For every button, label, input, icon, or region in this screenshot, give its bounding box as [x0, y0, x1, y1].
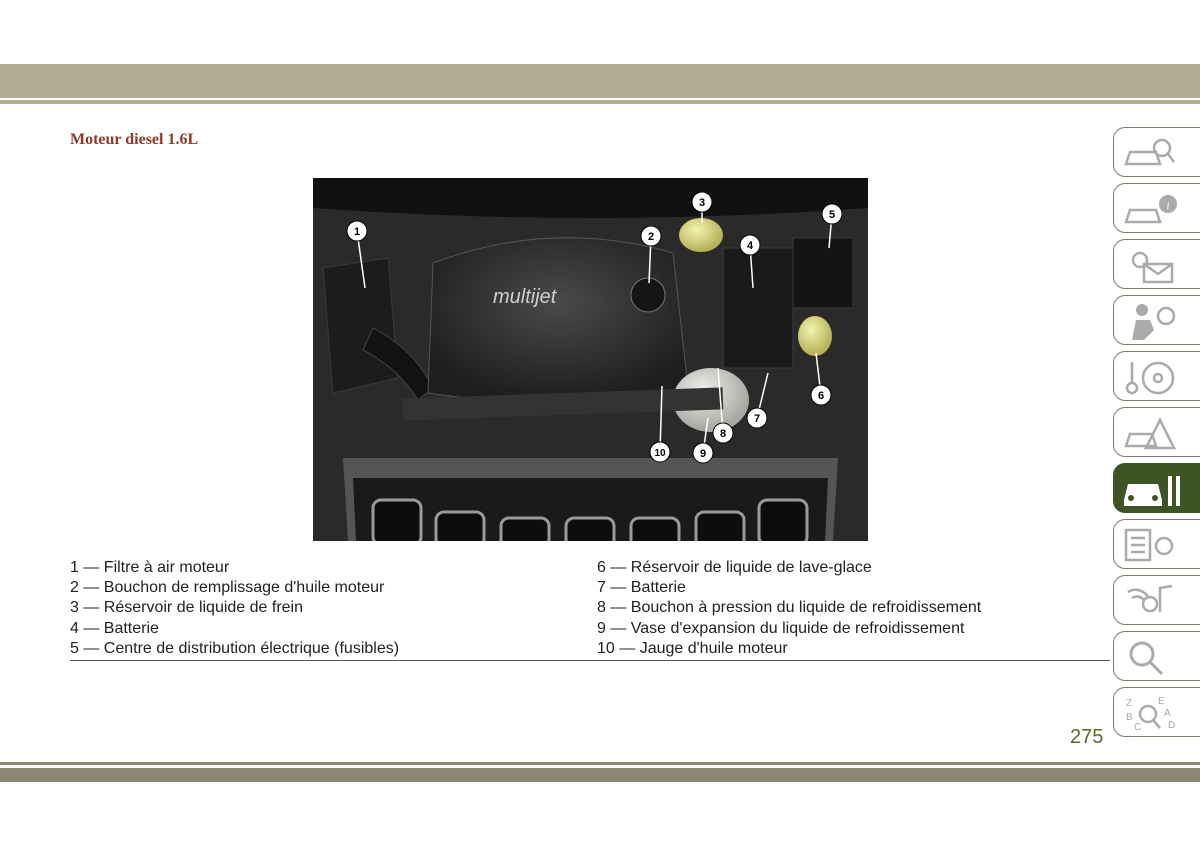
tab-specifications[interactable]: [1113, 519, 1200, 569]
tab-starting-driving[interactable]: [1113, 351, 1200, 401]
legend-item: 7 — Batterie: [597, 579, 686, 597]
header-rule: [0, 100, 1200, 104]
svg-text:E: E: [1158, 696, 1165, 707]
legend-item: 4 — Batterie: [70, 619, 159, 637]
header-band: [0, 64, 1200, 98]
svg-text:B: B: [1126, 712, 1133, 723]
tab-multimedia[interactable]: [1113, 575, 1200, 625]
footer-rule: [0, 762, 1200, 765]
svg-text:2: 2: [647, 231, 655, 243]
tab-maintenance[interactable]: [1113, 463, 1200, 513]
svg-text:10: 10: [654, 448, 666, 459]
legend-item: 3 — Réservoir de liquide de frein: [70, 599, 304, 617]
engine-bay-photo: [313, 178, 868, 541]
svg-text:1: 1: [353, 226, 361, 238]
legend-item: 1 — Filtre à air moteur: [70, 559, 230, 576]
svg-text:8: 8: [719, 428, 727, 440]
legend-item: 6 — Réservoir de liquide de lave-glace: [597, 559, 872, 576]
engine-logo: multijet: [493, 286, 557, 308]
footer-band: [0, 768, 1200, 782]
legend-item: 8 — Bouchon à pression du liquide de refroidissement: [597, 599, 982, 617]
tab-safety[interactable]: [1113, 295, 1200, 345]
tab-search[interactable]: [1113, 631, 1200, 681]
car-info-icon: [1122, 190, 1178, 228]
legend-right: [597, 558, 981, 659]
svg-text:4: 4: [746, 240, 754, 252]
warning-light-message-icon: [1122, 246, 1178, 284]
section-title: Moteur diesel 1.6L: [70, 131, 199, 148]
multimedia-note-icon: [1122, 582, 1178, 620]
svg-text:D: D: [1168, 720, 1176, 731]
tab-emergency[interactable]: [1113, 407, 1200, 457]
svg-text:6: 6: [817, 390, 825, 402]
page-number: 275: [1070, 726, 1104, 748]
svg-text:5: 5: [828, 209, 836, 221]
airbag-person-icon: [1122, 302, 1178, 340]
car-search-icon: [1122, 134, 1178, 172]
legend-item: 10 — Jauge d'huile moteur: [597, 639, 788, 657]
svg-text:7: 7: [753, 413, 761, 425]
specifications-gear-icon: [1122, 526, 1178, 564]
svg-text:3: 3: [698, 197, 706, 209]
tab-car-info[interactable]: [1113, 183, 1200, 233]
legend-item: 2 — Bouchon de remplissage d'huile moteur: [70, 579, 385, 597]
legend-rule: [70, 660, 1110, 661]
tab-warning-lights[interactable]: [1113, 239, 1200, 289]
legend-item: 9 — Vase d'expansion du liquide de refroidissement: [597, 619, 965, 637]
svg-text:C: C: [1134, 722, 1142, 732]
car-wrench-icon: [1122, 470, 1182, 508]
svg-text:9: 9: [699, 448, 707, 460]
car-breakdown-warning-icon: [1122, 414, 1178, 452]
legend-left: [70, 558, 399, 659]
svg-text:i: i: [1166, 198, 1170, 212]
alphabetical-index-icon: [1122, 694, 1178, 732]
svg-text:Z: Z: [1126, 698, 1133, 709]
key-steering-wheel-icon: [1122, 358, 1178, 396]
legend-item: 5 — Centre de distribution électrique (fusibles): [70, 639, 400, 657]
tab-index[interactable]: [1113, 687, 1200, 737]
svg-text:A: A: [1164, 708, 1171, 719]
search-magnifier-icon: [1122, 638, 1178, 676]
tab-car-search[interactable]: [1113, 127, 1200, 177]
